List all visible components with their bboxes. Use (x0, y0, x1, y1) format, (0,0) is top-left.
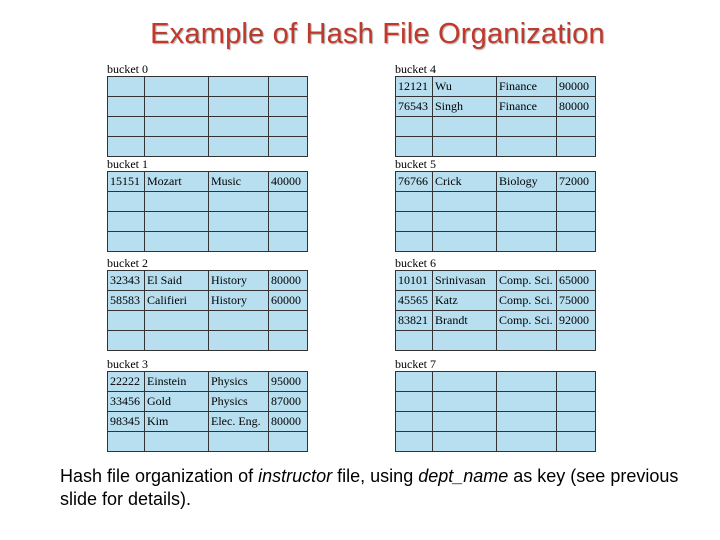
salary-cell (269, 77, 308, 97)
salary-cell: 40000 (269, 172, 308, 192)
salary-cell (269, 97, 308, 117)
dept-cell (497, 372, 557, 392)
name-cell (145, 311, 209, 331)
caption (60, 465, 680, 511)
bucket-label: bucket 1 (107, 157, 148, 171)
name-cell (433, 117, 497, 137)
dept-cell (497, 392, 557, 412)
bucket-label: bucket 2 (107, 256, 148, 270)
dept-cell: Physics (209, 392, 269, 412)
id-cell: 10101 (396, 271, 433, 291)
name-cell (145, 77, 209, 97)
id-cell (396, 192, 433, 212)
dept-cell: Comp. Sci. (497, 311, 557, 331)
salary-cell: 75000 (557, 291, 596, 311)
id-cell (108, 311, 145, 331)
id-cell (396, 432, 433, 452)
dept-cell (209, 232, 269, 252)
dept-cell: Comp. Sci. (497, 271, 557, 291)
name-cell: Srinivasan (433, 271, 497, 291)
id-cell (108, 137, 145, 157)
table-row (108, 172, 308, 192)
bucket-table (395, 76, 596, 157)
bucket-label: bucket 3 (107, 357, 148, 371)
table-row (396, 232, 596, 252)
bucket-label: bucket 0 (107, 62, 148, 76)
salary-cell: 87000 (269, 392, 308, 412)
dept-cell: Comp. Sci. (497, 291, 557, 311)
id-cell: 83821 (396, 311, 433, 331)
salary-cell (557, 331, 596, 351)
id-cell (108, 77, 145, 97)
id-cell (396, 392, 433, 412)
table-row (108, 392, 308, 412)
table-row (108, 232, 308, 252)
table-row (396, 212, 596, 232)
salary-cell (269, 137, 308, 157)
table-row (108, 331, 308, 351)
salary-cell (557, 412, 596, 432)
dept-cell (209, 77, 269, 97)
bucket-table (107, 371, 308, 452)
name-cell (433, 432, 497, 452)
dept-cell (497, 137, 557, 157)
dept-cell (209, 311, 269, 331)
table-row (396, 192, 596, 212)
salary-cell (269, 331, 308, 351)
salary-cell (557, 117, 596, 137)
table-row (396, 432, 596, 452)
dept-cell (209, 117, 269, 137)
salary-cell: 95000 (269, 372, 308, 392)
name-cell: Katz (433, 291, 497, 311)
dept-cell: Physics (209, 372, 269, 392)
id-cell (108, 232, 145, 252)
table-row (108, 271, 308, 291)
name-cell: Gold (145, 392, 209, 412)
bucket-7 (395, 357, 594, 452)
dept-cell (497, 212, 557, 232)
salary-cell (269, 117, 308, 137)
caption-text-1: Hash file organization of (60, 466, 259, 486)
dept-cell: Finance (497, 97, 557, 117)
id-cell (108, 97, 145, 117)
name-cell (433, 392, 497, 412)
table-row (108, 291, 308, 311)
name-cell (145, 192, 209, 212)
salary-cell (557, 232, 596, 252)
bucket-4 (395, 62, 594, 157)
name-cell (145, 212, 209, 232)
bucket-3 (107, 357, 307, 452)
name-cell: Wu (433, 77, 497, 97)
id-cell: 33456 (108, 392, 145, 412)
id-cell: 32343 (108, 271, 145, 291)
bucket-table (395, 270, 596, 351)
name-cell (145, 97, 209, 117)
name-cell: Brandt (433, 311, 497, 331)
dept-cell: Biology (497, 172, 557, 192)
id-cell (396, 212, 433, 232)
salary-cell: 65000 (557, 271, 596, 291)
salary-cell: 90000 (557, 77, 596, 97)
id-cell (108, 212, 145, 232)
bucket-label: bucket 5 (395, 157, 436, 171)
id-cell (396, 137, 433, 157)
salary-cell (557, 432, 596, 452)
salary-cell (269, 192, 308, 212)
name-cell: Califieri (145, 291, 209, 311)
dept-cell (209, 137, 269, 157)
dept-cell (497, 432, 557, 452)
salary-cell: 80000 (269, 412, 308, 432)
bucket-table (395, 371, 596, 452)
bucket-table (107, 171, 308, 252)
id-cell (108, 192, 145, 212)
bucket-table (107, 76, 308, 157)
table-row (396, 271, 596, 291)
salary-cell (269, 212, 308, 232)
table-row (108, 311, 308, 331)
id-cell: 15151 (108, 172, 145, 192)
bucket-1 (107, 157, 307, 252)
table-row (108, 412, 308, 432)
name-cell (433, 331, 497, 351)
table-row (108, 97, 308, 117)
name-cell: Singh (433, 97, 497, 117)
id-cell: 22222 (108, 372, 145, 392)
bucket-0 (107, 62, 307, 157)
dept-cell (209, 331, 269, 351)
name-cell (145, 232, 209, 252)
id-cell: 76766 (396, 172, 433, 192)
dept-cell (497, 412, 557, 432)
name-cell (433, 232, 497, 252)
caption-relation: instructor (258, 466, 333, 486)
dept-cell (209, 97, 269, 117)
salary-cell (557, 192, 596, 212)
salary-cell (269, 232, 308, 252)
name-cell (433, 192, 497, 212)
id-cell (108, 331, 145, 351)
bucket-label: bucket 4 (395, 62, 436, 76)
caption-text-3: as key (see previous slide for details). (60, 466, 679, 509)
salary-cell (557, 212, 596, 232)
dept-cell (497, 232, 557, 252)
id-cell (108, 117, 145, 137)
table-row (108, 77, 308, 97)
dept-cell (209, 212, 269, 232)
name-cell (433, 412, 497, 432)
table-row (108, 117, 308, 137)
name-cell: Crick (433, 172, 497, 192)
dept-cell: History (209, 271, 269, 291)
salary-cell: 92000 (557, 311, 596, 331)
table-row (108, 137, 308, 157)
bucket-label: bucket 7 (395, 357, 436, 371)
bucket-table (395, 171, 596, 252)
table-row (396, 291, 596, 311)
name-cell: Kim (145, 412, 209, 432)
dept-cell (497, 117, 557, 137)
id-cell: 98345 (108, 412, 145, 432)
table-row (396, 137, 596, 157)
table-row (396, 117, 596, 137)
dept-cell (497, 192, 557, 212)
name-cell: El Said (145, 271, 209, 291)
name-cell (145, 137, 209, 157)
table-row (108, 372, 308, 392)
bucket-2 (107, 256, 307, 351)
id-cell: 45565 (396, 291, 433, 311)
bucket-label: bucket 6 (395, 256, 436, 270)
id-cell (396, 117, 433, 137)
id-cell (108, 432, 145, 452)
table-row (108, 432, 308, 452)
name-cell: Einstein (145, 372, 209, 392)
caption-text-2: file, using (332, 466, 419, 486)
dept-cell: Elec. Eng. (209, 412, 269, 432)
name-cell (433, 372, 497, 392)
dept-cell (209, 432, 269, 452)
id-cell (396, 232, 433, 252)
table-row (108, 212, 308, 232)
table-row (396, 412, 596, 432)
table-row (108, 192, 308, 212)
salary-cell (557, 137, 596, 157)
salary-cell: 60000 (269, 291, 308, 311)
bucket-5 (395, 157, 594, 252)
name-cell (433, 137, 497, 157)
table-row (396, 331, 596, 351)
name-cell (433, 212, 497, 232)
dept-cell (209, 192, 269, 212)
caption-key: dept_name (418, 466, 509, 486)
id-cell: 76543 (396, 97, 433, 117)
dept-cell: Finance (497, 77, 557, 97)
name-cell (145, 432, 209, 452)
table-row (396, 172, 596, 192)
dept-cell (497, 331, 557, 351)
slide-title: Example of Hash File Organization (150, 18, 605, 50)
name-cell (145, 331, 209, 351)
salary-cell: 80000 (269, 271, 308, 291)
table-row (396, 97, 596, 117)
name-cell (145, 117, 209, 137)
id-cell (396, 412, 433, 432)
salary-cell (269, 311, 308, 331)
salary-cell: 80000 (557, 97, 596, 117)
table-row (396, 311, 596, 331)
id-cell (396, 372, 433, 392)
id-cell: 12121 (396, 77, 433, 97)
salary-cell: 72000 (557, 172, 596, 192)
bucket-table (107, 270, 308, 351)
salary-cell (557, 372, 596, 392)
id-cell: 58583 (108, 291, 145, 311)
id-cell (396, 331, 433, 351)
dept-cell: Music (209, 172, 269, 192)
bucket-6 (395, 256, 594, 351)
salary-cell (557, 392, 596, 412)
name-cell: Mozart (145, 172, 209, 192)
table-row (396, 372, 596, 392)
salary-cell (269, 432, 308, 452)
table-row (396, 77, 596, 97)
dept-cell: History (209, 291, 269, 311)
table-row (396, 392, 596, 412)
